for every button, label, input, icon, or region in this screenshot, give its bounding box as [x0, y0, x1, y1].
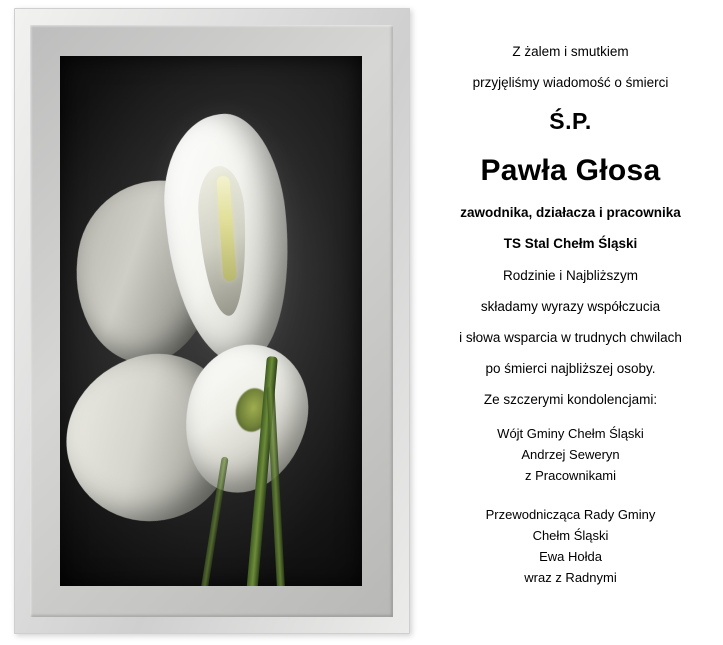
intro-line-2: przyjęliśmy wiadomość o śmierci	[472, 75, 669, 90]
body-line-2: i słowa wsparcia w trudnych chwilach	[459, 330, 682, 345]
closing-line: Ze szczerymi kondolencjami:	[483, 392, 658, 407]
condolence-text	[430, 0, 723, 645]
club-name: TS Stal Chełm Śląski	[503, 236, 638, 251]
signature-1-line-1: Wójt Gminy Chełm Śląski	[497, 426, 644, 441]
signature-2-line-2: Chełm Śląski	[532, 528, 609, 543]
signature-block-2	[446, 504, 695, 588]
body-line-1: składamy wyrazy współczucia	[480, 299, 661, 314]
signature-2-line-1: Przewodnicząca Rady Gminy	[485, 507, 656, 522]
signature-1-line-3: z Pracownikami	[524, 468, 617, 483]
honorific: Ś.P.	[549, 108, 592, 134]
frame-mat	[30, 25, 393, 617]
signature-block-1	[446, 423, 695, 486]
intro-line-1: Z żalem i smutkiem	[512, 44, 629, 59]
body-line-3: po śmierci najbliższej osoby.	[485, 361, 656, 376]
addressee: Rodzinie i Najbliższym	[502, 268, 639, 283]
calla-lily-photo	[60, 56, 362, 586]
signature-2-line-4: wraz z Radnymi	[524, 570, 617, 585]
deceased-role: zawodnika, działacza i pracownika	[460, 205, 681, 220]
signature-2-line-3: Ewa Hołda	[539, 549, 602, 564]
picture-frame	[14, 8, 410, 634]
deceased-name: Pawła Głosa	[480, 154, 661, 187]
signature-1-line-2: Andrzej Seweryn	[521, 447, 620, 462]
